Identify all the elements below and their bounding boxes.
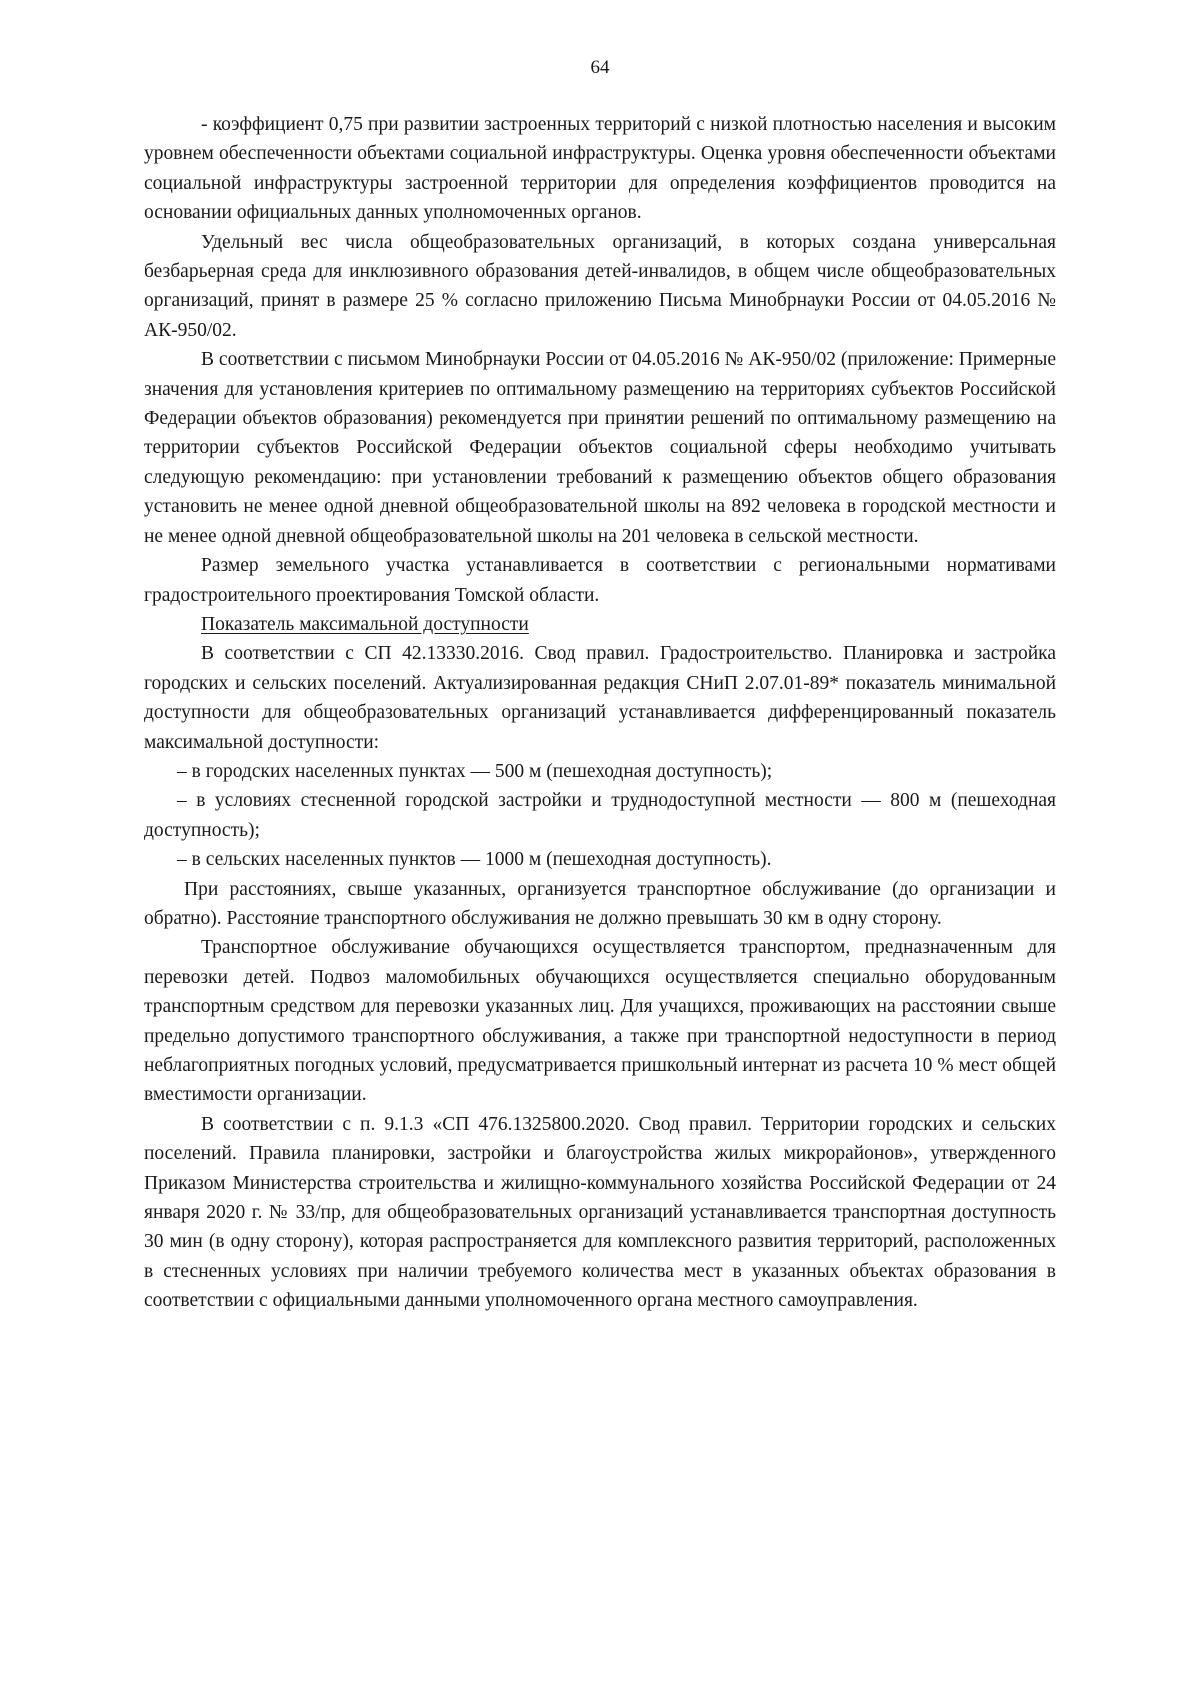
list-item-urban: – в городских населенных пунктах — 500 м (пешеходная доступность); <box>177 760 773 782</box>
paragraph-sp-476: В соответствии с п. 9.1.3 «СП 476.1325800.2020. Свод правил. Территории городских и сельских поселений. Правила планировки, застройки и благоустройства жилых микрорайонов», утвержденного Приказом Министерства строительства и жилищно-коммунального хозяйства Российской Федерации от 24 января 2020 г. № 33/пр, для общеобразовательных организаций устанавливается транспортная доступность 30 мин (в одну сторону), которая распространяется для комплексного развития территорий, расположенных в стесненных условиях при наличии требуемого количества мест в указанных объектах образования в соответствии с официальными данными уполномоченного органа местного самоуправления. <box>144 1113 1056 1312</box>
paragraph-sp-42: В соответствии с СП 42.13330.2016. Свод правил. Градостроительство. Планировка и застройка городских и сельских поселений. Актуализированная редакция СНиП 2.07.01-89* показатель минимальной доступности для общеобразовательных организаций устанавливается дифференцированный показатель максимальной доступности: <box>144 643 1056 753</box>
paragraph-transport-service: Транспортное обслуживание обучающихся осуществляется транспортом, предназначенным для перевозки детей. Подвоз маломобильных обучающихся осуществляется специально оборудованным транспортным средством для перевозки указанных лиц. Для учащихся, проживающих на расстоянии свыше предельно допустимого транспортного обслуживания, а также при транспортной недоступности в период неблагоприятных погодных условий, предусматривается пришкольный интернат из расчета 10 % мест общей вместимости организации. <box>144 937 1056 1106</box>
section-heading <box>144 610 1056 639</box>
list-item-constrained: – в условиях стесненной городской застройки и труднодоступной местности — 800 м (пешеходная доступность); <box>144 790 1056 841</box>
paragraph-transport-distance: При расстояниях, свыше указанных, организуется транспортное обслуживание (до организации и обратно). Расстояние транспортного обслуживания не должно превышать 30 км в одну сторону. <box>144 878 1056 929</box>
paragraph-land-plot: Размер земельного участка устанавливается в соответствии с региональными нормативами градостроительного проектирования Томской области. <box>144 555 1056 606</box>
paragraph-inclusive-share: Удельный вес числа общеобразовательных организаций, в которых создана универсальная безбарьерная среда для инклюзивного образования детей-инвалидов, в общем числе общеобразовательных организаций, принят в размере 25 % согласно приложению Письма Минобрнауки России от 04.05.2016 № АК-950/02. <box>144 231 1056 341</box>
section-heading-text: Показатель максимальной доступности <box>201 613 529 635</box>
document-body <box>144 110 1056 1316</box>
paragraph-ministry-letter: В соответствии с письмом Минобрнауки России от 04.05.2016 № АК-950/02 (приложение: Примерные значения для установления критериев по оптимальному размещению на территориях субъектов Российской Федерации объектов образования) рекомендуется при принятии решений по оптимальному размещению на территории субъектов Российской Федерации объектов социальной сферы необходимо учитывать следующую рекомендацию: при установлении требований к размещению объектов общего образования установить не менее одной дневной общеобразовательной школы на 892 человека в городской местности и не менее одной дневной общеобразовательной школы на 201 человека в сельской местности. <box>144 349 1056 547</box>
paragraph-coefficient: - коэффициент 0,75 при развитии застроенных территорий с низкой плотностью населения и высоким уровнем обеспеченности объектами социальной инфраструктуры. Оценка уровня обеспеченности объектами социальной инфраструктуры застроенной территории для определения коэффициентов проводится на основании официальных данных уполномоченных органов. <box>144 114 1056 224</box>
page-number: 64 <box>590 57 610 78</box>
list-item-rural: – в сельских населенных пунктов — 1000 м (пешеходная доступность). <box>177 849 772 871</box>
